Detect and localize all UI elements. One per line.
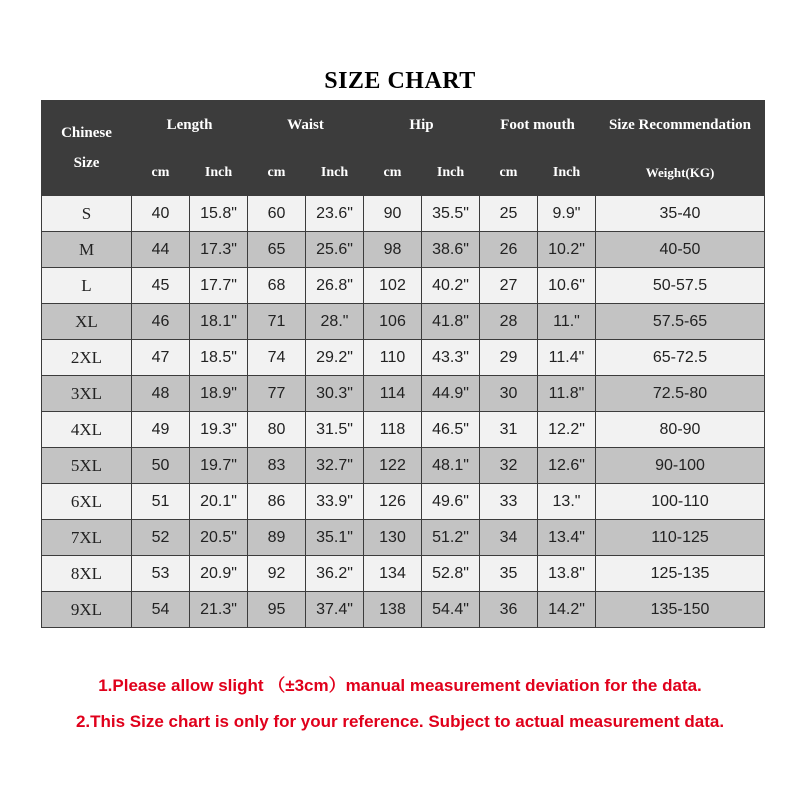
cell-weight-kg: 57.5-65 — [596, 304, 765, 340]
cell-foot-mouth-cm: 27 — [480, 268, 538, 304]
header-unit-cm: cm — [132, 150, 190, 196]
cell-foot-mouth-cm: 34 — [480, 520, 538, 556]
header-size-line2: Size — [73, 155, 100, 171]
cell-foot-mouth-cm: 30 — [480, 376, 538, 412]
cell-hip-inch: 41.8" — [422, 304, 480, 340]
cell-size: 8XL — [42, 556, 132, 592]
cell-waist-inch: 29.2" — [306, 340, 364, 376]
cell-size: 6XL — [42, 484, 132, 520]
size-chart-table — [41, 100, 765, 628]
cell-size: 5XL — [42, 448, 132, 484]
cell-hip-cm: 106 — [364, 304, 422, 340]
cell-length-cm: 54 — [132, 592, 190, 628]
table-row — [42, 520, 765, 556]
cell-foot-mouth-inch: 10.6" — [538, 268, 596, 304]
cell-waist-inch: 36.2" — [306, 556, 364, 592]
cell-weight-kg: 50-57.5 — [596, 268, 765, 304]
cell-weight-kg: 100-110 — [596, 484, 765, 520]
cell-length-cm: 50 — [132, 448, 190, 484]
cell-foot-mouth-cm: 31 — [480, 412, 538, 448]
cell-weight-kg: 65-72.5 — [596, 340, 765, 376]
header-unit-inch: Inch — [538, 150, 596, 196]
header-unit-cm: cm — [480, 150, 538, 196]
cell-hip-inch: 44.9" — [422, 376, 480, 412]
cell-foot-mouth-cm: 28 — [480, 304, 538, 340]
cell-hip-cm: 114 — [364, 376, 422, 412]
cell-size: S — [42, 196, 132, 232]
cell-length-cm: 45 — [132, 268, 190, 304]
cell-length-cm: 46 — [132, 304, 190, 340]
cell-waist-inch: 23.6" — [306, 196, 364, 232]
cell-weight-kg: 125-135 — [596, 556, 765, 592]
cell-length-cm: 48 — [132, 376, 190, 412]
cell-hip-inch: 38.6" — [422, 232, 480, 268]
header-row-groups — [42, 101, 765, 150]
cell-length-inch: 17.7" — [190, 268, 248, 304]
cell-length-cm: 52 — [132, 520, 190, 556]
table-row — [42, 412, 765, 448]
cell-foot-mouth-inch: 12.2" — [538, 412, 596, 448]
cell-hip-inch: 40.2" — [422, 268, 480, 304]
cell-weight-kg: 80-90 — [596, 412, 765, 448]
cell-length-cm: 51 — [132, 484, 190, 520]
cell-waist-inch: 31.5" — [306, 412, 364, 448]
cell-waist-inch: 35.1" — [306, 520, 364, 556]
cell-waist-cm: 68 — [248, 268, 306, 304]
cell-size: M — [42, 232, 132, 268]
cell-hip-cm: 122 — [364, 448, 422, 484]
cell-length-cm: 53 — [132, 556, 190, 592]
cell-hip-inch: 35.5" — [422, 196, 480, 232]
cell-hip-inch: 49.6" — [422, 484, 480, 520]
cell-waist-inch: 37.4" — [306, 592, 364, 628]
cell-weight-kg: 72.5-80 — [596, 376, 765, 412]
cell-foot-mouth-cm: 26 — [480, 232, 538, 268]
size-rows — [42, 196, 765, 628]
cell-waist-cm: 89 — [248, 520, 306, 556]
cell-foot-mouth-cm: 35 — [480, 556, 538, 592]
table-row — [42, 484, 765, 520]
cell-length-inch: 18.5" — [190, 340, 248, 376]
cell-length-inch: 15.8" — [190, 196, 248, 232]
cell-hip-inch: 52.8" — [422, 556, 480, 592]
cell-foot-mouth-inch: 13.4" — [538, 520, 596, 556]
cell-foot-mouth-inch: 14.2" — [538, 592, 596, 628]
cell-weight-kg: 35-40 — [596, 196, 765, 232]
cell-hip-cm: 98 — [364, 232, 422, 268]
cell-foot-mouth-cm: 25 — [480, 196, 538, 232]
header-unit-cm: cm — [364, 150, 422, 196]
cell-foot-mouth-cm: 33 — [480, 484, 538, 520]
cell-hip-cm: 134 — [364, 556, 422, 592]
cell-hip-inch: 48.1" — [422, 448, 480, 484]
cell-waist-cm: 80 — [248, 412, 306, 448]
cell-foot-mouth-inch: 11." — [538, 304, 596, 340]
cell-waist-cm: 77 — [248, 376, 306, 412]
cell-hip-cm: 130 — [364, 520, 422, 556]
cell-hip-inch: 46.5" — [422, 412, 480, 448]
header-waist: Waist — [248, 101, 364, 150]
cell-foot-mouth-cm: 32 — [480, 448, 538, 484]
cell-foot-mouth-inch: 13.8" — [538, 556, 596, 592]
cell-length-inch: 17.3" — [190, 232, 248, 268]
cell-hip-cm: 118 — [364, 412, 422, 448]
cell-waist-cm: 92 — [248, 556, 306, 592]
cell-waist-inch: 32.7" — [306, 448, 364, 484]
note-reference-only: 2.This Size chart is only for your reference. Subject to actual measurement data. — [75, 712, 725, 731]
cell-size: 9XL — [42, 592, 132, 628]
cell-length-inch: 18.9" — [190, 376, 248, 412]
header-foot-mouth: Foot mouth — [480, 101, 596, 150]
cell-size: 7XL — [42, 520, 132, 556]
cell-hip-cm: 90 — [364, 196, 422, 232]
cell-foot-mouth-inch: 9.9" — [538, 196, 596, 232]
cell-length-inch: 20.9" — [190, 556, 248, 592]
header-unit-inch: Inch — [422, 150, 480, 196]
cell-hip-cm: 138 — [364, 592, 422, 628]
page-title: SIZE CHART — [324, 68, 476, 94]
cell-waist-inch: 30.3" — [306, 376, 364, 412]
cell-waist-cm: 71 — [248, 304, 306, 340]
cell-foot-mouth-inch: 13." — [538, 484, 596, 520]
cell-foot-mouth-inch: 11.4" — [538, 340, 596, 376]
cell-length-inch: 18.1" — [190, 304, 248, 340]
header-row-units — [42, 150, 765, 196]
cell-hip-cm: 102 — [364, 268, 422, 304]
table-row — [42, 448, 765, 484]
cell-size: L — [42, 268, 132, 304]
header-unit-inch: Inch — [190, 150, 248, 196]
cell-waist-cm: 83 — [248, 448, 306, 484]
table-row — [42, 304, 765, 340]
cell-hip-cm: 126 — [364, 484, 422, 520]
cell-waist-inch: 28." — [306, 304, 364, 340]
header-length: Length — [132, 101, 248, 150]
cell-size: 2XL — [42, 340, 132, 376]
cell-length-inch: 19.3" — [190, 412, 248, 448]
table-row — [42, 556, 765, 592]
table-row — [42, 340, 765, 376]
cell-foot-mouth-inch: 11.8" — [538, 376, 596, 412]
cell-length-cm: 44 — [132, 232, 190, 268]
header-size-recommendation: Size Recommendation — [596, 101, 765, 150]
cell-size: 4XL — [42, 412, 132, 448]
header-unit-cm: cm — [248, 150, 306, 196]
table-row — [42, 196, 765, 232]
cell-waist-inch: 33.9" — [306, 484, 364, 520]
cell-foot-mouth-inch: 10.2" — [538, 232, 596, 268]
cell-length-cm: 47 — [132, 340, 190, 376]
cell-waist-cm: 95 — [248, 592, 306, 628]
table-row — [42, 232, 765, 268]
cell-length-inch: 21.3" — [190, 592, 248, 628]
note-measurement-deviation: 1.Please allow slight （±3cm）manual measurement deviation for the data. — [98, 676, 702, 695]
cell-waist-cm: 60 — [248, 196, 306, 232]
cell-weight-kg: 40-50 — [596, 232, 765, 268]
cell-hip-cm: 110 — [364, 340, 422, 376]
cell-hip-inch: 54.4" — [422, 592, 480, 628]
cell-waist-cm: 74 — [248, 340, 306, 376]
cell-length-inch: 20.1" — [190, 484, 248, 520]
table-row — [42, 592, 765, 628]
header-chinese-size — [42, 101, 132, 196]
cell-weight-kg: 135-150 — [596, 592, 765, 628]
cell-length-inch: 20.5" — [190, 520, 248, 556]
cell-foot-mouth-cm: 29 — [480, 340, 538, 376]
table-row — [42, 376, 765, 412]
cell-waist-cm: 86 — [248, 484, 306, 520]
cell-hip-inch: 43.3" — [422, 340, 480, 376]
table-row — [42, 268, 765, 304]
cell-length-inch: 19.7" — [190, 448, 248, 484]
cell-weight-kg: 90-100 — [596, 448, 765, 484]
header-weight-kg: Weight(KG) — [596, 150, 765, 196]
cell-waist-inch: 26.8" — [306, 268, 364, 304]
cell-size: 3XL — [42, 376, 132, 412]
cell-waist-cm: 65 — [248, 232, 306, 268]
cell-length-cm: 40 — [132, 196, 190, 232]
cell-foot-mouth-inch: 12.6" — [538, 448, 596, 484]
header-hip: Hip — [364, 101, 480, 150]
cell-hip-inch: 51.2" — [422, 520, 480, 556]
header-size-line1: Chinese — [61, 125, 112, 141]
cell-weight-kg: 110-125 — [596, 520, 765, 556]
cell-foot-mouth-cm: 36 — [480, 592, 538, 628]
header-unit-inch: Inch — [306, 150, 364, 196]
cell-size: XL — [42, 304, 132, 340]
cell-waist-inch: 25.6" — [306, 232, 364, 268]
cell-length-cm: 49 — [132, 412, 190, 448]
